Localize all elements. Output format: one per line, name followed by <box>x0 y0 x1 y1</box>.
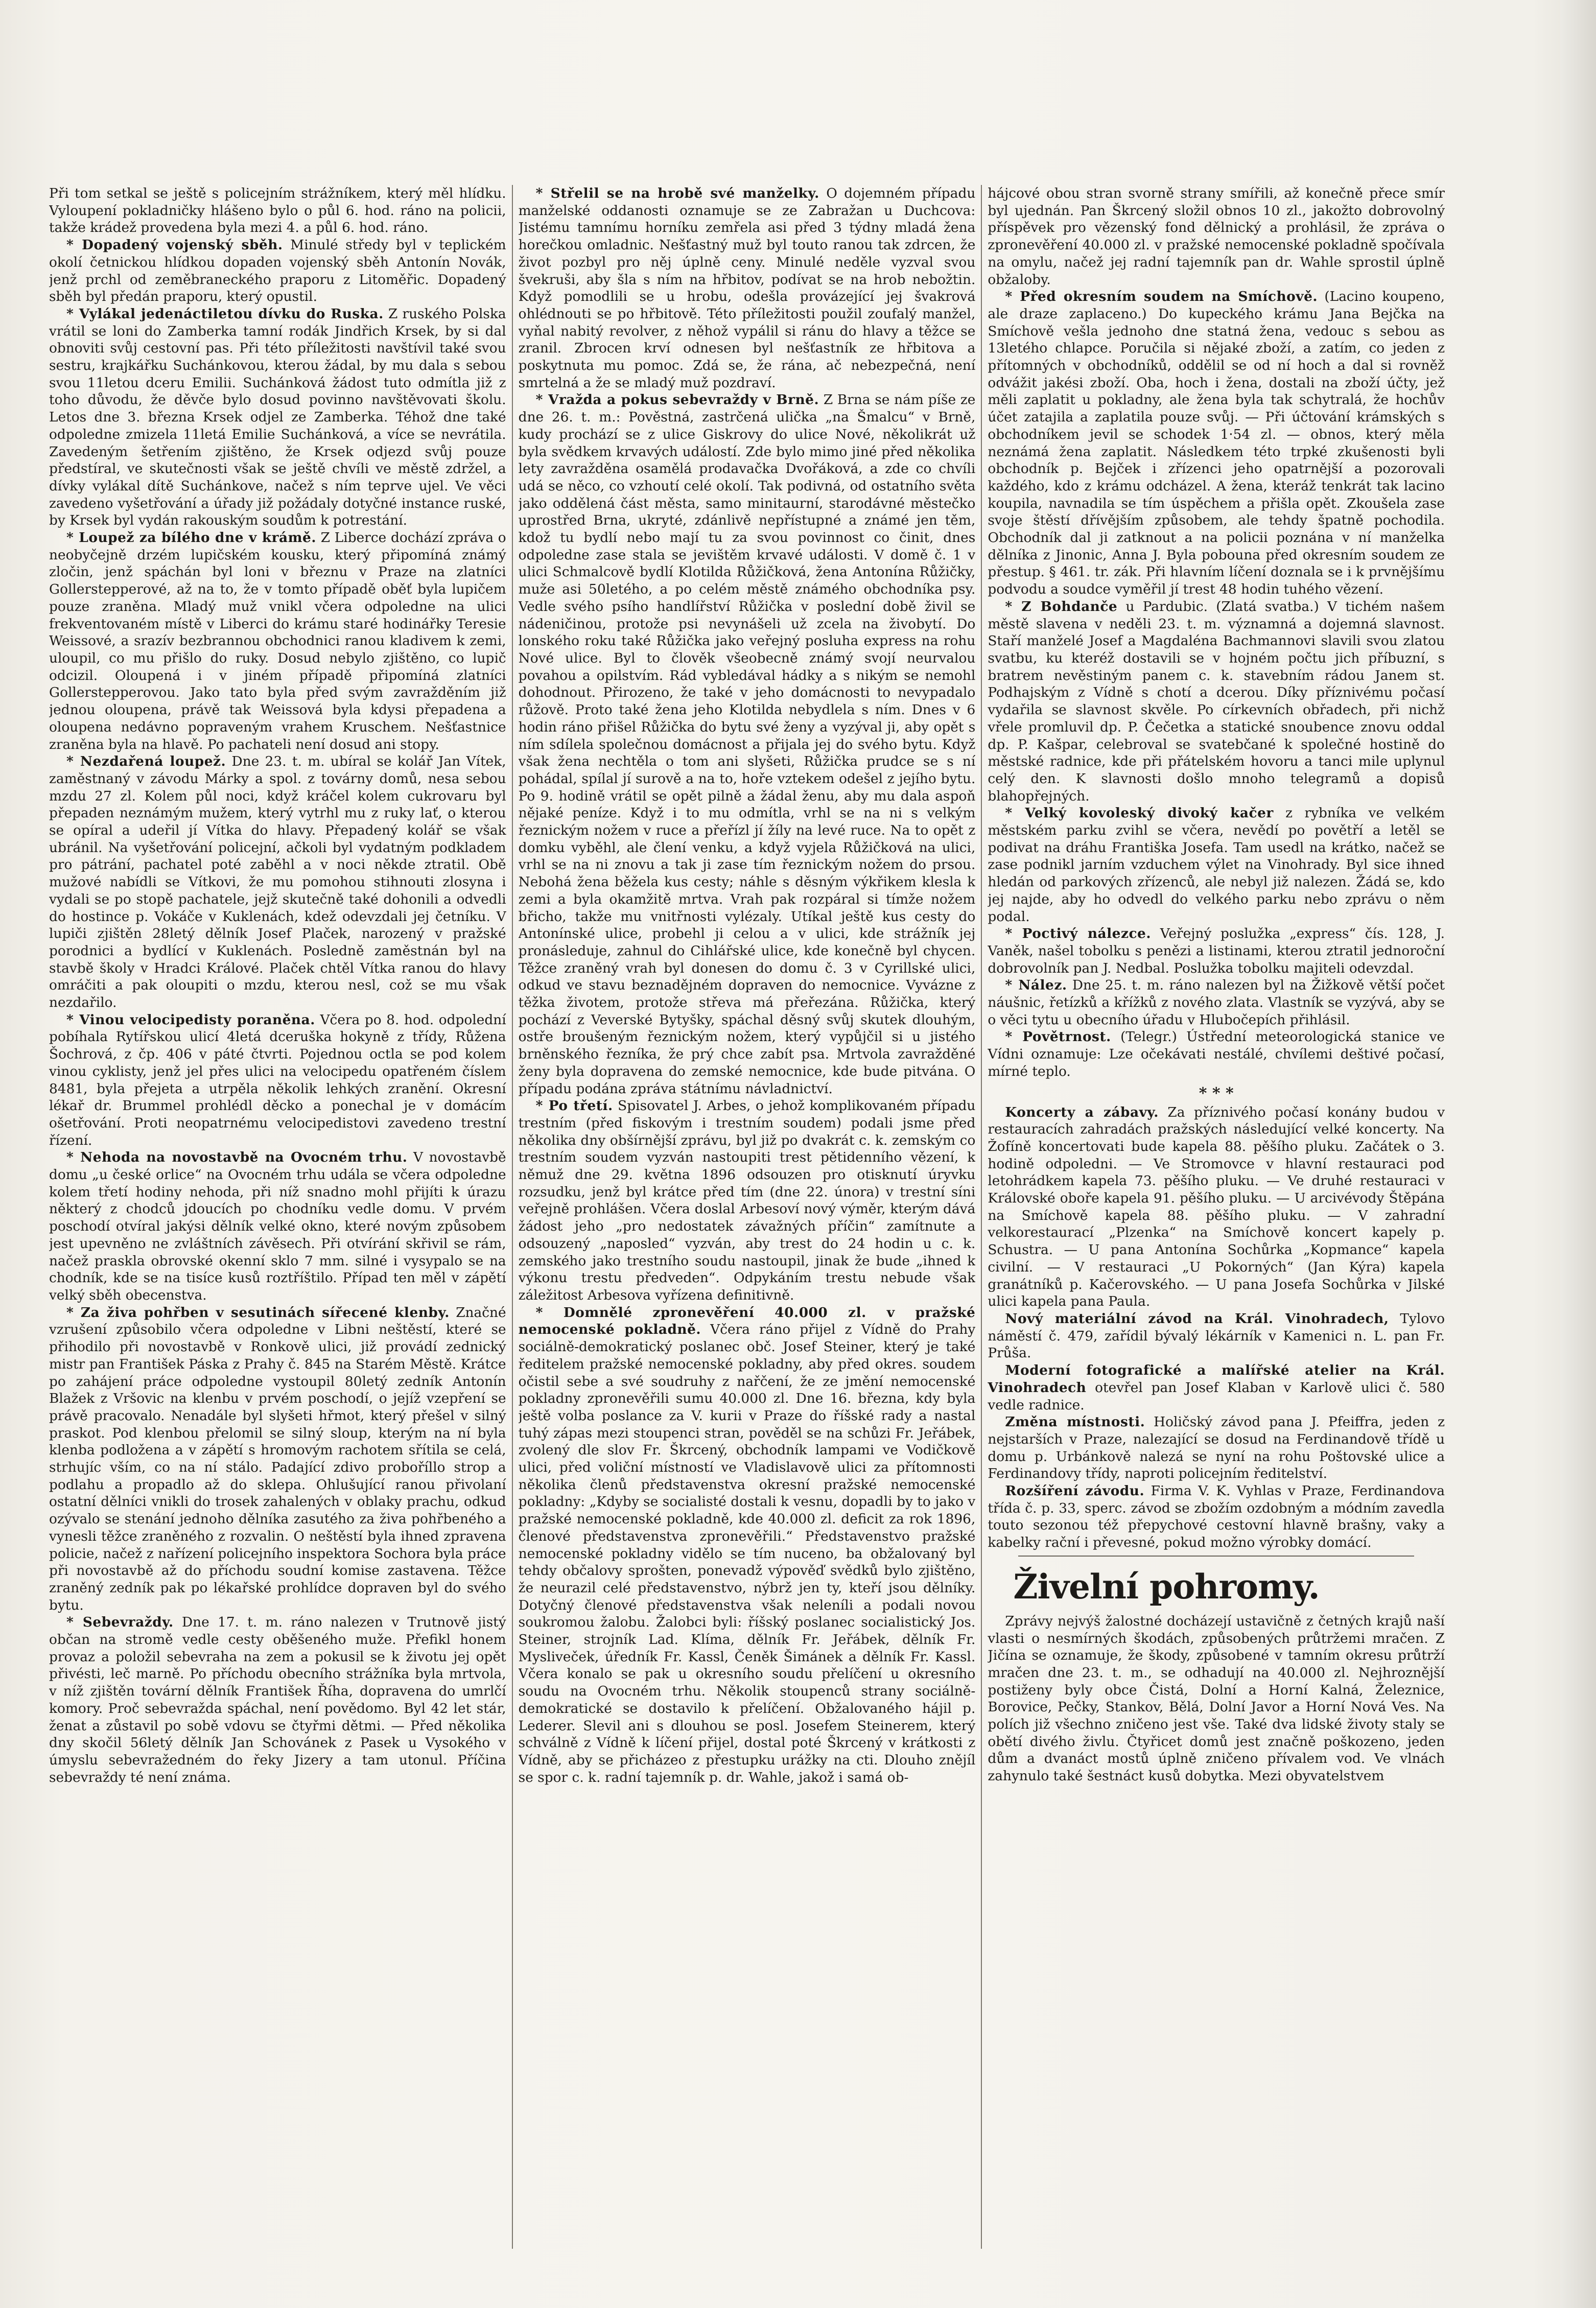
article-headline: * Po třetí. <box>535 1098 613 1114</box>
article-body: Zprávy nejvýš žalostné docházejí ustavičně z četných krajů naší vlasti o nesmírných škodách, způsobených průtržemi mračen. Z Jičína se oznamuje, že škody, způsobené v tamním okresu průtrží mračen dne 23. t. m., se odhadují na 40.000 zl. Nejhroznější postiženy byly obce Čistá, Dolní a Horní Kalná, Železnice, Borovice, Pečky, Stankov, Bělá, Dolní Javor a Horní Nová Ves. Na polích již všechno zničeno jest vše. Také dva lidské životy staly se obětí divého živlu. Čtyřicet domů jest značně poškozeno, jeden dům a dvanáct mostů úplně zničeno přívalem vod. Ve vlnách zahynulo také šestnáct kusů dobytka. Mezi obyvatelstvem <box>988 1613 1445 1784</box>
article-headline: Rozšíření závodu. <box>1005 1483 1145 1499</box>
article-headline: * Z Bohdanče <box>1005 598 1118 615</box>
page-edge <box>1560 0 1596 2308</box>
article-headline: * Nehoda na novostavbě na Ovocném trhu. <box>66 1149 408 1166</box>
article-paragraph <box>49 753 506 1011</box>
article-body: u Pardubic. (Zlatá svatba.) V tichém našem městě slavena v neděli 23. t. m. významná a dojemná slavnost. Staří manželé Josef a Magdaléna Bachmannovi slavili svou zlatou svatbu, ku kteréž dostavili se v hojném počtu jich příbuzní, s bratrem nevěstiným panem c. k. stavebním rádou Janem st. Podhajským z Vídně s chotí a dcerou. Díky příznivému počasí vydařila se slavnost skvěle. Po církevních obřadech, při nichž vřele promluvil dp. P. Čečetka a statické snoubence znovu oddal dp. P. Kašpar, celebroval se svatebčané k společné hostině do městské radnice, kde při přátelském hovoru a tanci mile uplynul celý den. K slavnosti došlo mnoho telegramů a dopisů blahopřejných. <box>988 598 1445 804</box>
article-headline: * Domnělé zpronevěření 40.000 zl. v pražské nemocenské pokladně. <box>518 1304 976 1338</box>
article-body: Z Liberce dochází zpráva o neobyčejně drzém lupičském kousku, který připomíná známý zločin, jenž spáchán byl loni v březnu v Praze na zlatníci Gollerstepperové, až na to, že v tomto případě oběť byla lupičem pouze zraněna. Mladý muž vnikl včera odpoledne na ulici frekventovaném místě v Liberci do krámu staré hodinářky Teresie Weissové, a srazív bezbrannou obchodnici ranou kladivem k zemi, uloupil, co mu přišlo do ruky. Dosud nebylo zjištěno, co lupič odcizil. Oloupená i v jiném případě připomíná zlatníci Gollerstepperovou. Jako tato byla před svým zavražděním již jednou oloupena, právě tak Weissová byla kdysi přepadena a oloupena nedávno popraveným vrahem Kruschem. Nešťastnice zraněna byla na hlavě. Po pachateli není dosud ani stopy. <box>49 530 506 752</box>
article-body: Z ruského Polska vrátil se loni do Zamberka tamní rodák Jindřich Krsek, by si dal obnoviti svůj cestovní pas. Při této příležitosti navštívil také svou sestru, krajkářku Suchánkovou, kterou žádal, by mu dala s sebou svou 11letou dceru Emilii. Suchánková žádost tuto odmítla již z toho důvodu, že děvče bylo dosud povinno navštěvovati školu. Letos dne 3. března Krsek odjel ze Zamberka. Téhož dne také odpoledne zmizela 11letá Emilie Suchánková, a více se nevrátila. Zavedeným šetřením zjištěno, že Krsek odjezd svůj pouze předstíral, ve skutečnosti však se ještě chvíli ve městě zdržel, a dívky vylákal dítě Suchánkove, načež s ním teprve ujel. Ve věci zavedeno vyšetřování a úřady již požádaly dotyčné instance ruské, by Krsek byl vydán rakouským soudům k potrestání. <box>49 305 506 529</box>
article-headline: * Střelil se na hrobě své manželky. <box>535 185 819 201</box>
article-headline: * Před okresním soudem na Smíchově. <box>1005 289 1318 305</box>
article-body: Z Brna se nám píše ze dne 26. t. m.: Pověstná, zastrčená ulička „na Šmalcu“ v Brně, kudy prochází se z ulice Giskrovy do ulice Nové, několikrát už byla svědkem krvavých událostí. Zde bylo mimo jiné před několika lety zavražděna osamělá prodavačka Dvořáková, a zde co chvíli udá se něco, co vzhoutí celé okolí. Tak podivná, od ostatního světa jako oddělená část města, samo minitaurní, starodávné městečko uprostřed Brna, ukryté, zdánlivě nepřístupné a známé jen těm, kdož tu bydlí nebo mají tu za svou povinnost co činit, dnes odpoledne zase stala se jevištěm krvavé události. V domě č. 1 v ulici Schmalcově bydlí Klotilda Růžičková, žena Antonína Růžičky, muže asi 50letého, a po celém městě známého obchodníka psy. Vedle svého psího handlířství Růžička v poslední době živil se nádeničinou, protože psi nevynášeli už zcela na živobytí. Do lonského roku také Růžička jako veřejný posluha express na rohu Nové ulice. Byl to člověk všeobecně známý svojí neurvalou povahou a opilstvím. Rád vybledával hádky a s nikým se nemohl dohodnout. Přirozeno, že také v jeho domácnosti to nevypadalo růžově. Proto také žena jeho Klotilda nebydlela s ním. Dnes v 6 hodin ráno přišel Růžička do bytu své ženy a vyzýval ji, aby opět s ním sdílela společnou domácnost a přijala jej do svého bytu. Když však žena nechtěla o tom ani slyšeti, Růžička prudce se s ní pohádal, spílal jí surově a na to, hoře vztekem odešel z jejího bytu. Po 9. hodině vrátil se opět pilně a žádal ženu, aby mu dala aspoň nějaké peníze. Když i to mu odmítla, vrhl se na ni s velkým řeznickým nožem v ruce a přeřízl jí žíly na levé ruce. Na to opět z domku vyběhl, ale člení venku, a když vyjela Růžičková na ulici, vrhl se na ni znovu a tak ji zase tím řeznickým nožem do prsou. Nebohá žena běžela kus cesty; náhle s děsným výkřikem klesla k zemi a byla okamžitě mrtva. Vrah pak rozpáral si tímže nožem břicho, takže mu vnitřnosti vylézaly. Utíkal ještě kus cesty do Antonínské ulice, probehl ji celou a v ulici, kde strážník jej pronásleduje, zahnul do Cihlářské ulice, kde konečně byl chycen. Těžce zraněný vrah byl donesen do domu č. 3 v Cyrillské ulici, odkud ve stavu beznadějném dopraven do nemocnice. Vyvázne z těžka životem, protože střeva má přeřezána. Růžička, který pochází z Veverské Bytyšky, spáchal děsný svůj skutek dlouhým, ostře broušeným řeznickým nožem, který vypůjčil si u jistého brněnského řezníka, že prý chce zabít psa. Mrtvola zavražděné ženy byla dopravena do zemské nemocnice, kde bude pitvána. O případu podána zpráva státnímu návladnictví. <box>518 392 976 1097</box>
article-paragraph <box>49 1011 506 1149</box>
article-paragraph <box>988 288 1445 598</box>
article-paragraph <box>49 1614 506 1786</box>
section-heading: Živelní pohromy. <box>1013 1566 1320 1607</box>
article-body: Při tom setkal se ještě s policejním strážníkem, který měl hlídku. Vyloupení pokladničky hlášeno bylo o půl 6. hod. ráno na policii, takže krádež provedena byla mezi 4. a půl 6. hod. ráno. <box>49 185 506 236</box>
column-right <box>988 185 1445 2249</box>
article-headline: * Nezdařená loupež. <box>66 753 226 770</box>
article-paragraph <box>988 598 1445 805</box>
article-paragraph <box>519 185 976 391</box>
article-headline: Nový materiální závod na Král. Vinohradech, <box>1005 1311 1389 1327</box>
article-body: Veřejný poslužka „express“ čís. 128, J. Vaněk, našel tobolku s penězi a listinami, kterou ztratil jednoroční dobrovolník pan J. Nedbal. Poslužka tobolku majiteli odevzdal. <box>988 926 1445 976</box>
article-paragraph <box>988 1104 1445 1310</box>
article-paragraph <box>519 1097 976 1304</box>
article-body: Dne 23. t. m. ubíral se kolář Jan Vítek, zaměstnaný v závodu Márky a spol. z továrny domů, nesa sebou mzdu 27 zl. Kolem půl noci, když kráčel kolem cukrovaru byl přepaden neznámým mužem, který vytrhl mu z ruky lať, o kterou se opíral a udeřil jí Vítka do hlavy. Přepadený kolář se však ubránil. Na vyšetřování policejní, ačkoli byl vydatným podkladem pro pátrání, pachatel poté zaběhl a v noci někde ztratil. Obě mužové nabídli se Vítkovi, že mu pomohou stihnouti zlosyna i vydali se po stopě pachatele, jejž skutečně také dohonili a odvedli do hostince p. Vokáče v Kuklenách, kdež odevzdali jej četníku. V lupiči zjištěn 28letý dělník Josef Plaček, narozený v pražské porodnici a bydlící v Kuklenách. Posledně zaměstnán byl na stavbě školy v Hradci Králové. Plaček chtěl Vítka ranou do hlavy omráčiti a pak oloupiti o mzdu, kterou nesl, což se mu však nezdařilo. <box>49 753 506 1011</box>
article-body: (Lacino koupeno, ale draze zaplaceno.) Do kupeckého krámu Jana Bejčka na Smíchově vešla jednoho dne statná žena, vedouc s sebou as 13letého chlapce. Poručila si nějaké zboží, a zatím, co jeden z přítomných v obchodníků, oddělil se od ní hoch a dal si rovněž odvážit jakési zboží. Oba, hoch i žena, dostali na zboží účty, jež měli zaplatit u pokladny, ale žena byla tak schytralá, že hochův účet zatajila a zaplatila pouze svůj. — Při účtování krámských s obchodníkem jevil se schodek 1·54 zl. — obnos, který měla neznámá žena zaplatit. Následkem této trpké zkušenosti byli obchodník p. Bejček i zřízenci jeho opatrnější a pozorovali každého, kdo z krámu odcházel. A žena, kteráž tenkrát tak lacino koupila, navnadila se tím úspěchem a přišla opět. Zkoušela zase svoje štěstí dřívějším způsobem, ale tehdy špatně pochodila. Obchodník dal ji zatknout a na policii poznána v ní manželka dělníka z Jinonic, Anna J. Byla pobouna před okresním soudem ze přestup. § 461. tr. zák. Při hlavním líčení doznala se i k prvnějšímu podvodu a soudce vyměřil jí trest 48 hodin tuhého vězení. <box>988 289 1445 598</box>
article-body: hájcové obou stran svorně strany smířili, až konečně přece smír byl ujednán. Pan Škrcený složil obnos 10 zl., jakožto dobrovolný příspěvek pro vězenský fond dělnický a prohlásil, že zpráva o zpronevěření 40.000 zl. v pražské nemocenské pokladně spočívala na omylu, načež jej radní tajemník pan dr. Wahle sprostil úplně obžaloby. <box>988 185 1445 288</box>
article-body: Minulé středy byl v teplickém okolí četnickou hlídkou dopaden vojenský sběh Antonín Novák, jenž prchl od zeměbraneckého praporu z Litoměřic. Dopadený sběh byl předán praporu, který opustil. <box>49 237 506 305</box>
column-middle <box>519 185 976 2249</box>
article-headline: Změna místnosti. <box>1005 1414 1145 1430</box>
article-body: Dne 17. t. m. ráno nalezen v Trutnově jistý občan na stromě vedle cesty oběšeného muže. Přefikl honem provaz a položil sebevraha na zem a pokusil se k životu jej opět přivésti, leč marně. Po příchodu obecního strážníka byla mrtvola, v níž zjištěn tovární dělník František Říha, dopravena do umrlčí komory. Proč sebevražda spáchal, není povědomo. Byl 42 let stár, ženat a zůstavil po sobě vdovu se čtyřmi dětmi. — Před několika dny skočil 56letý dělník Jan Schovánek z Pasek u Vysokého v úmyslu sebevražedném do řeky Jizery a tam utonul. Příčina sebevraždy té není známa. <box>49 1614 506 1785</box>
article-headline: Moderní fotografické a malířské atelier na Král. Vinohradech <box>988 1362 1445 1396</box>
text-columns <box>49 185 1445 2249</box>
article-body: (Telegr.) Ústřední meteorologická stanice ve Vídni oznamuje: Lze očekávati nestálé, chvílemi deštivé počasí, mírné teplo. <box>988 1029 1445 1079</box>
article-headline: * Nález. <box>1005 977 1067 994</box>
article-headline: * Vražda a pokus sebevraždy v Brně. <box>535 392 819 408</box>
article-paragraph <box>988 1613 1445 1785</box>
article-headline: * Povětrnost. <box>1005 1029 1111 1045</box>
article-paragraph <box>988 805 1445 925</box>
article-paragraph <box>49 1149 506 1304</box>
article-headline: * Poctivý nálezce. <box>1005 926 1152 942</box>
article-body: Spisovatel J. Arbes, o jehož komplikovaném případu trestním (před fiskovým i trestním soudem) podali jsme před několika dny obšírnější zprávu, byl již po dvakrát c. k. zemským co trestním soudem vyzván nastoupiti trest pětidenního vězení, k němuž dne 29. května 1896 odsouzen pro otisknutí úryvku rozsudku, jenž byl krátce před tím (dne 22. února) v trestní síni veřejně prohlášen. Včera doslal Arbesoví nový výměr, kterým dává žádost jeho „pro nedostatek závažných příčin“ zamítnute a odsouzený „naposled“ vyzván, aby trest do 24 hodin u c. k. zemského jako trestního soudu nastoupil, jinak že bude „ihned k výkonu trestu předveden“. Odpykáním trestu nebude však záležitost Arbesova vyřízena definitivně. <box>518 1098 976 1303</box>
article-paragraph <box>519 391 976 1097</box>
article-body: Značné vzrušení způsobilo včera odpoledne v Libni neštěstí, které se přihodilo při novostavbě v Ronkově ulici, již provádí zednický mistr pan František Páska z Prahy č. 845 na Starém Městě. Krátce po zahájení práce odpoledne vystoupil 80letý zedník Antonín Blažek z Vršovic na klenbu v prvém poschodí, o jejíž vzepření se právě pracovalo. Nenadále byl slyšeti hřmot, který přešel v silný praskot. Pod klenbou přelomil se silný sloup, kterým na ní byla klenba podložena a v zápětí s hromovým rachotem sřítila se celá, strhujíc vším, co na ní stálo. Padající zdivo proboříllo strop a podlahu a propadlo až do sklepa. Ohlušující ranou přivolaní ostatní dělníci vnikli do trosek zahalených v oblaky prachu, odkud ozývalo se stenání jednoho dělníka zasutého za živa pohřbeného a vynesli těžce zraněného z rozvalin. O neštěstí byla ihned zpravena policie, načež z nařízení policejního inspektora Sochora byla práce při novostavbě až do příchodu soudní komise zastavena. Těžce zraněný zedník pak po lékařské prohlídce dopraven byl do svého bytu. <box>49 1304 506 1613</box>
article-headline: Koncerty a zábavy. <box>1005 1104 1159 1120</box>
article-headline: * Za živa pohřben v sesutinách sířecené klenby. <box>66 1304 450 1321</box>
article-paragraph <box>49 185 506 237</box>
article-body: V novostavbě domu „u české orlice“ na Ovocném trhu udála se včera odpoledne kolem třetí hodiny nehoda, při níž snadno mohl přijíti k úrazu některý z chodců jdoucích po chodníku vedle domu. V prvém poschodí otvíral jakýsi dělník velké okno, které novým způsobem jest upevněno ne zvláštních závěsech. Při otvírání skřivil se rám, načež praskla obrovské okenní sklo 7 mm. silné i vysypalo se na chodník, kde se na tisíce kusů roztříštilo. Případ ten měl v zápětí velký sběh obecenstva. <box>49 1149 506 1303</box>
column-left <box>49 185 506 2249</box>
article-body: Včera po 8. hod. odpolední pobíhala Rytířskou ulicí 4letá dceruška hokyně z třídy, Růžena Šochrová, z čp. 406 v páté čtvrti. Pojednou octla se pod kolem vinou cyklisty, jenž jel přes ulici na velocipedu opatřeném číslem 8481, byla přejeta a utrpěla několik lehkých zranění. Okresní lékař dr. Brummel prohlédl děcko a ponechal je v domácím ošetřování. Proti neopatrnému velocipedistovi zavedeno trestní řízení. <box>49 1011 506 1148</box>
article-paragraph <box>49 529 506 753</box>
article-headline: * Dopadený vojenský sběh. <box>66 237 283 253</box>
article-paragraph <box>988 185 1445 288</box>
article-body: otevřel pan Josef Klaban v Karlově ulici č. 580 vedle radnice. <box>988 1379 1445 1413</box>
article-body: Za příznivého počasí konány budou v restauracích zahradách pražských následující velké koncerty. Na Žofíně koncertovati bude kapela 88. pěšího pluku. Začátek o 3. hodině odpoledni. — Ve Stromovce v hlavní restauraci pod letohrádkem kapela 73. pěšího pluku. — Ve druhé restauraci v Královské oboře kapela 91. pěšího pluku. — U arcivévody Štěpána na Smíchově kapela 88. pěšího pluku. — V zahradní velkorestaurací „Plzenka“ na Smíchově koncert kapely p. Schustra. — U pana Antonína Sochůrka „Kopmance“ kapela civilní. — V restauraci „U Pokorných“ (Jan Kýra) kapela granátníků p. Kačerovského. — U pana Josefa Sochůrka v Jilské ulici kapela pana Paula. <box>988 1104 1445 1310</box>
article-paragraph <box>988 925 1445 977</box>
article-body: Holičský závod pana J. Pfeiffra, jeden z nejstarších v Praze, nalezající se dosud na Ferdinandově třídě u domu p. Urbánkově nalezá se nyní na rohu Poštovské ulice a Ferdinandovy třídy, naproti policejním ředitelství. <box>988 1414 1445 1482</box>
article-body: O dojemném případu manželské oddanosti oznamuje se ze Zabražan u Duchcova: Jistému tamnímu horníku zemřela asi před 3 týdny mladá žena horečkou omladnic. Nešťastný muž byl touto ranou tak zdrcen, že život pozbyl pro něj úplně ceny. Minulé neděle vyzval svou švekruši, aby šla s ním na hřbitov, podívat se na hrob nebožtin. Když pomodlili se u hrobu, odešla provázející jej švakrová ohlédnouti se po hřbitově. Této příležitosti použil zoufalý manžel, vyňal nabitý revolver, z něhož vypálil si ránu do hlavy a těžce se zranil. Zbrocen krví odnesen byl nešťastník ze hřbitova a poskytnuta mu pomoc. Zdá se, že rána, ač nebezpečná, není smrtelná a že se mladý muž pozdraví. <box>518 185 976 391</box>
article-paragraph <box>988 1362 1445 1414</box>
article-paragraph <box>49 237 506 305</box>
article-paragraph <box>988 1028 1445 1080</box>
article-body: z rybníka ve velkém městském parku zvihl se včera, nevědí po povětří a letěl se podivat na dráhu Františka Josefa. Tam usedl na krátko, načež se zase podnikl jarním vzduchem výlet na Vinohrady. Byl sice ihned hledán od parkových zřízenců, ale nebyl již nalezen. Žádá se, kdo jej najde, aby ho odvedl do velkého parku nebo zprávu o něm podal. <box>988 805 1445 925</box>
article-paragraph <box>49 1304 506 1614</box>
article-paragraph <box>988 1414 1445 1482</box>
article-headline: * Vylákal jedenáctiletou dívku do Ruska. <box>66 305 384 322</box>
section-rule <box>1018 1556 1414 1557</box>
article-body: Včera ráno přijel z Vídně do Prahy sociálně-demokratický poslanec obč. Josef Steiner, který je také ředitelem pražské nemocenské pokladny, aby před okres. soudem očistil sebe a své soudruhy z nařčení, že ze jmění nemocenské pokladny zpronevěřili sumu 40.000 zl. Dne 16. března, kdy byla ještě volba poslance za V. kurii v Praze do říšské rady a nastal tuhý zápas mezi stoupenci stran, pověděl se na schůzi Fr. Jeřábek, zvolený dle slov Fr. Škrcený, obchodník lampami ve Vodičkově ulici, před voliční místností ve Vladislavově ulici za přítomnosti několika členů představenstva okresní pražské nemocenské pokladny: „Kdyby se socialisté dostali k vesnu, dopadli by to jako v pražské nemocenské pokladně, kde 40.000 zl. deficit za rok 1896, členové představenstva zpronevěřili.“ Představenstvo pražské nemocenské pokladny vidělo se tím nuceno, ba obžalovaný byl tehdy občalovy sprošten, ponevadž výpověď svědků bylo zjištěno, že neurazil celé představenstvo, nýbrž jen ty, kteří jsou dělníky. Dotyčný členové představenstva však neleníli a podali novou soukromou žalobu. Žalobci byli: říšský poslanec socialistický Jos. Steiner, strojník Lad. Klíma, dělník Fr. Jeřábek, dělník Fr. Mysliveček, úředník Fr. Kassl, Čeněk Šimánek a dělník Fr. Kassl. Včera konalo se pak u okresního soudu přelíčení u okresního soudu na Ovocném trhu. Několik stoupenců strany sociálně-demokratické se dostavilo k přelíčení. Obžalovaného hájil p. Lederer. Slevil ani s dlouhou se posl. Josefem Steinerem, který schválně z Vídně k líčení přijel, dostal poté Škrcený v krátkosti z Vídně, aby se přicházeo z přestupku urážky na cti. Dlouho znějíl se spor c. k. radní tajemník p. dr. Wahle, jakož i samá ob- <box>518 1322 976 1785</box>
article-headline: * Loupež za bílého dne v krámě. <box>66 530 317 546</box>
article-headline: * Velký kovoleský divoký kačer <box>1005 805 1274 821</box>
article-paragraph <box>988 977 1445 1028</box>
article-paragraph <box>49 305 506 529</box>
column-divider <box>981 185 982 2249</box>
article-body: Tylovo náměstí č. 479, zařídil bývalý lékárník v Kamenici n. L. pan Fr. Průša. <box>988 1311 1445 1361</box>
section-divider-stars: * * * <box>1199 1084 1234 1102</box>
article-paragraph <box>988 1482 1445 1551</box>
column-divider <box>512 185 513 2249</box>
article-body: Dne 25. t. m. ráno nalezen byl na Žižkově větší počet náušnic, řetízků a křížků z nového zlata. Vlastník se vyzývá, aby se o věci tytu u obecního úřadu v Hlubočepích přihlásil. <box>988 977 1445 1028</box>
article-headline: * Vinou velocipedisty poraněna. <box>66 1011 315 1028</box>
article-body: Firma V. K. Vyhlas v Praze, Ferdinandova třída č. p. 33, sperc. závod se zbožím ozdobným a módním zavedla touto sezonou též přepychové cestovní hlavně brašny, vaky a kabelky rační i převesné, pokud možno výrobky domácí. <box>988 1483 1445 1551</box>
article-paragraph <box>988 1310 1445 1362</box>
article-headline: * Sebevraždy. <box>66 1614 174 1631</box>
article-paragraph <box>519 1304 976 1786</box>
